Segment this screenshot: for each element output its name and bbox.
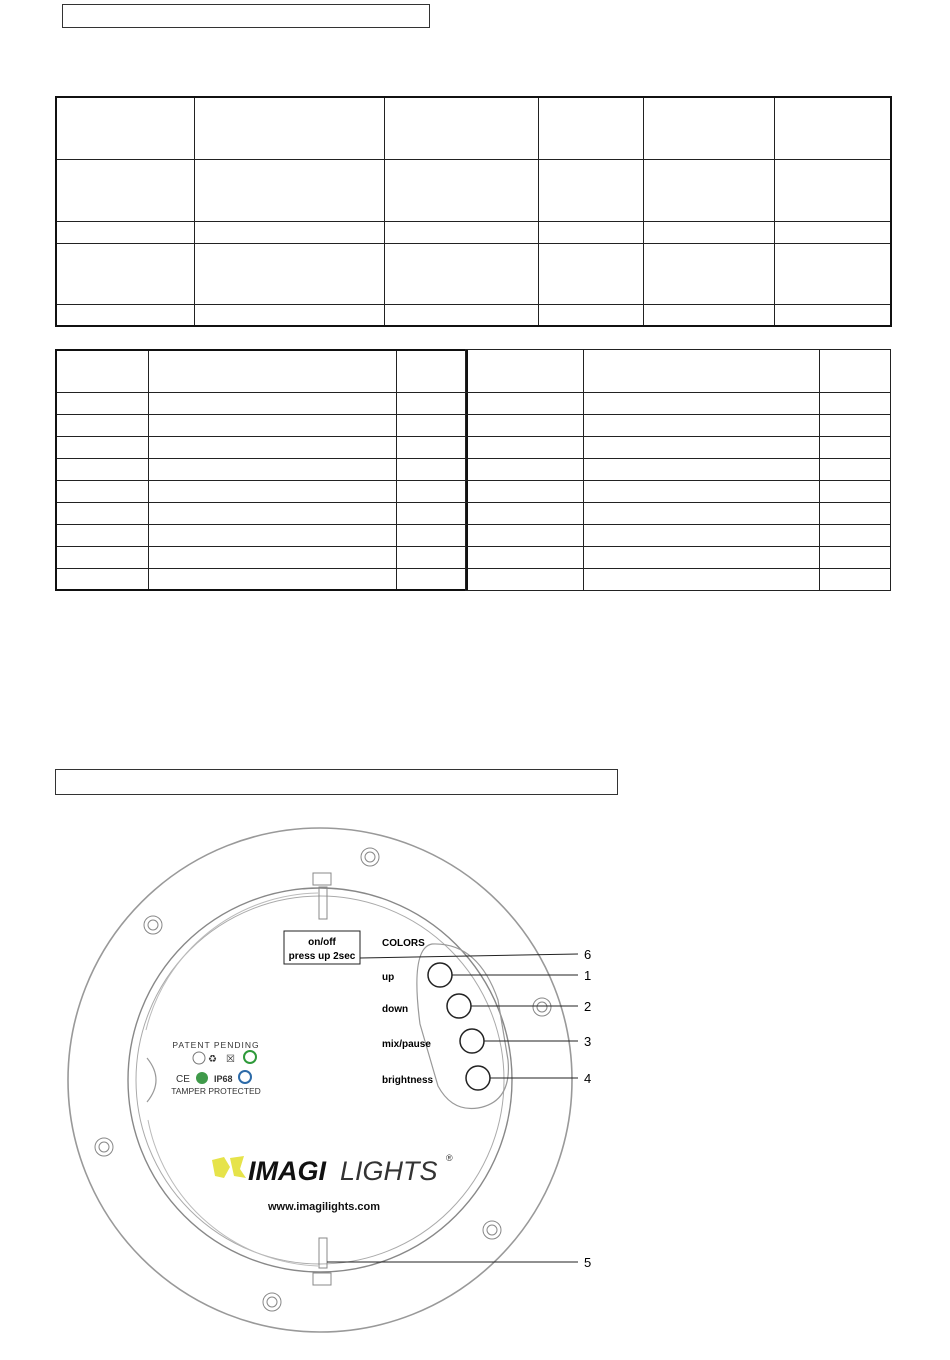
table-row: [466, 350, 891, 393]
mix-pause-label: mix/pause: [382, 1039, 431, 1050]
green-dot-icon: [196, 1072, 208, 1084]
colors-label: COLORS: [382, 938, 425, 949]
table-row: [466, 393, 891, 415]
up-button[interactable]: [428, 963, 452, 987]
table-row: [56, 159, 891, 221]
website-url: www.imagilights.com: [267, 1201, 381, 1213]
table-row: [56, 502, 467, 524]
spec-table-2-left: [55, 349, 468, 591]
callout-1: 1: [584, 968, 592, 983]
table-row: [56, 568, 467, 590]
spec-table-1: [55, 96, 892, 327]
callout-2: 2: [584, 999, 592, 1014]
table-row: [466, 547, 891, 569]
dustbin-certification-icon: [193, 1052, 205, 1064]
table-row: [466, 459, 891, 481]
table-row: [466, 525, 891, 547]
table-row: [56, 458, 467, 480]
brightness-label: brightness: [382, 1075, 434, 1086]
table-row: [56, 97, 891, 159]
mix-pause-button[interactable]: [460, 1029, 484, 1053]
callout-4: 4: [584, 1071, 592, 1086]
device-diagram: [0, 800, 950, 1360]
registered-mark: ®: [446, 1153, 453, 1163]
table-row: [466, 569, 891, 591]
brand-name-light: LIGHTS: [340, 1156, 438, 1186]
outer-ring: [68, 828, 572, 1332]
blue-certification-icon: [239, 1071, 251, 1083]
waste-icon: ♻: [208, 1054, 217, 1065]
cert-icons-row1: [193, 1051, 256, 1065]
butterfly-logo-icon: [212, 1156, 246, 1178]
table-row: [56, 350, 467, 392]
section-title-box-1: [62, 4, 430, 28]
table-row: [56, 546, 467, 568]
callout-5: 5: [584, 1255, 592, 1270]
callout-6: 6: [584, 947, 592, 962]
tamper-protected-text: TAMPER PROTECTED: [171, 1086, 261, 1096]
table-row: [56, 414, 467, 436]
table-row: [466, 415, 891, 437]
crossed-bin-icon: ☒: [226, 1054, 235, 1065]
ip68-mark: IP68: [214, 1074, 233, 1084]
recycle-icon: [244, 1051, 256, 1063]
table-row: [56, 436, 467, 458]
down-button[interactable]: [447, 994, 471, 1018]
ce-mark: CE: [176, 1074, 190, 1085]
table-row: [56, 304, 891, 326]
table-row: [56, 392, 467, 414]
patent-pending-text: PATENT PENDING: [172, 1040, 260, 1050]
down-label: down: [382, 1004, 409, 1015]
table-row: [56, 243, 891, 304]
table-row: [56, 480, 467, 502]
up-label: up: [382, 972, 395, 983]
table-row: [56, 524, 467, 546]
section-title-box-2: [55, 769, 618, 795]
side-notch: [147, 1058, 156, 1102]
brand-name-bold: IMAGI: [248, 1156, 326, 1186]
brightness-button[interactable]: [466, 1066, 490, 1090]
table-row: [56, 221, 891, 243]
table-row: [466, 481, 891, 503]
spec-table-2-right: [465, 349, 891, 591]
onoff-label: on/off: [308, 937, 336, 948]
table-row: [466, 503, 891, 525]
callout-3: 3: [584, 1034, 592, 1049]
table-row: [466, 437, 891, 459]
press-up-label: press up 2sec: [288, 951, 356, 962]
